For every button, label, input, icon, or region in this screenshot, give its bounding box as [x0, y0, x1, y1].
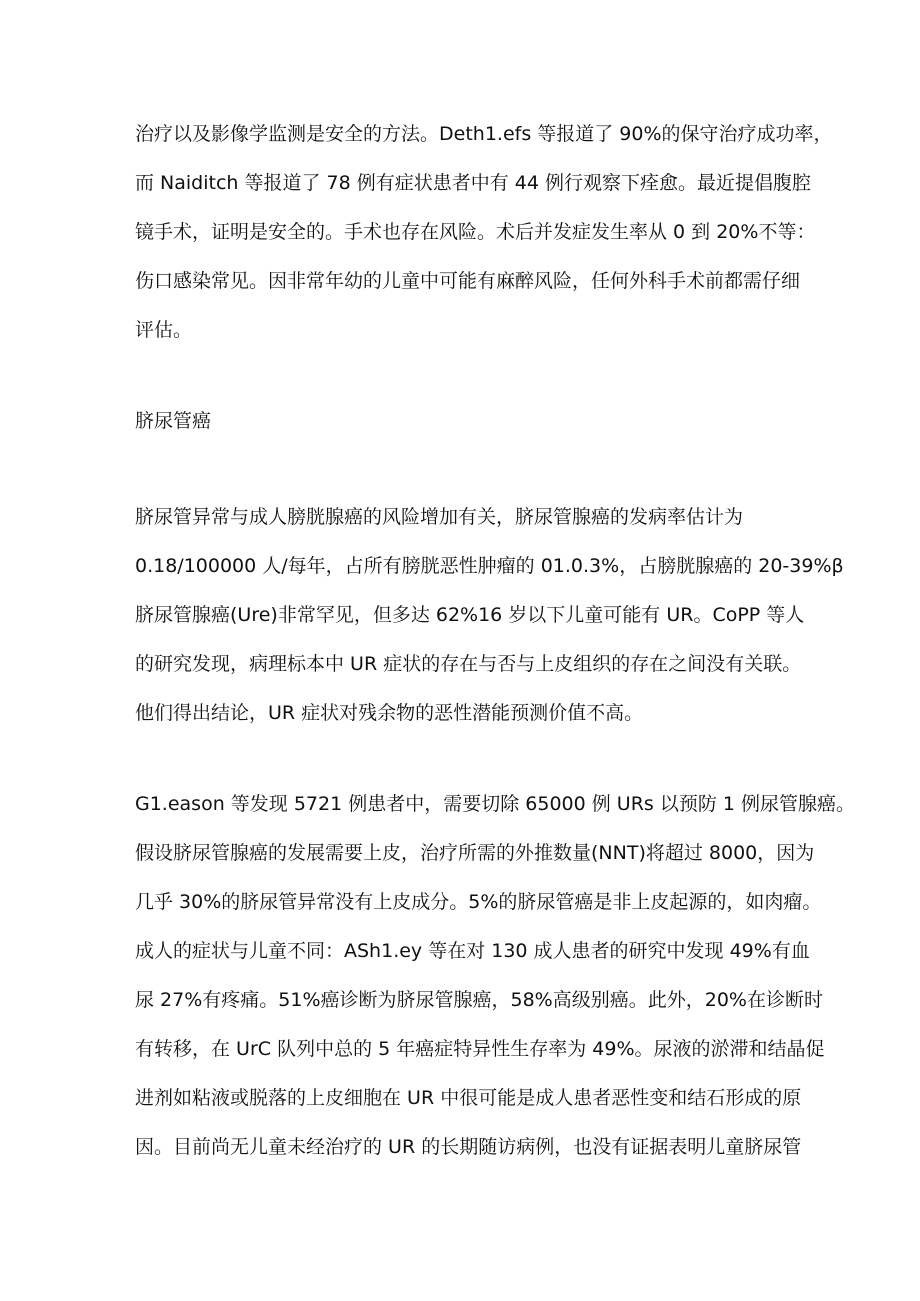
text-line: 治疗以及影像学监测是安全的方法。Deth1.efs 等报道了 90%的保守治疗成功率，	[135, 123, 833, 145]
text-line: 他们得出结论，UR 症状对残余物的恶性潜能预测价值不高。	[135, 702, 644, 724]
paragraph-treatment	[135, 110, 833, 355]
text-line: 的研究发现，病理标本中 UR 症状的存在与否与上皮组织的存在之间没有关联。	[135, 653, 802, 675]
text-line: 成人的症状与儿童不同：ASh1.ey 等在对 130 成人患者的研究中发现 49%有血	[135, 940, 810, 962]
text-line: 几乎 30%的脐尿管异常没有上皮成分。5%的脐尿管癌是非上皮起源的，如肉瘤。	[135, 891, 822, 913]
section-heading: 脐尿管癌	[135, 410, 212, 432]
text-line: 评估。	[135, 319, 193, 341]
text-line: 伤口感染常见。因非常年幼的儿童中可能有麻醉风险，任何外科手术前都需仔细	[135, 270, 801, 292]
paragraph-urachal-risk	[135, 493, 844, 738]
text-line: 因。目前尚无儿童未经治疗的 UR 的长期随访病例，也没有证据表明儿童脐尿管	[135, 1136, 802, 1158]
text-line: 0.18/100000 人/每年，占所有膀胱恶性肿瘤的 01.0.3%，占膀胱腺癌的 20-39%β	[135, 555, 844, 577]
text-line: 尿 27%有疼痛。51%癌诊断为脐尿管腺癌，58%高级别癌。此外，20%在诊断时	[135, 989, 823, 1011]
text-line: 脐尿管腺癌(Ure)非常罕见，但多达 62%16 岁以下儿童可能有 UR。CoPP 等人	[135, 604, 805, 626]
text-line: 有转移，在 UrC 队列中总的 5 年癌症特异性生存率为 49%。尿液的淤滞和结晶促	[135, 1038, 825, 1060]
text-line: G1.eason 等发现 5721 例患者中，需要切除 65000 例 URs 以预防 1 例尿管腺癌。	[135, 793, 855, 815]
text-line: 镜手术，证明是安全的。手术也存在风险。术后并发症发生率从 0 到 20%不等：	[135, 221, 816, 243]
text-line: 而 Naiditch 等报道了 78 例有症状患者中有 44 例行观察下痊愈。最近提倡腹腔	[135, 172, 812, 194]
text-line: 进剂如粘液或脱落的上皮细胞在 UR 中很可能是成人患者恶性变和结石形成的原	[135, 1087, 802, 1109]
text-line: 脐尿管异常与成人膀胱腺癌的风险增加有关，脐尿管腺癌的发病率估计为	[135, 506, 744, 528]
text-line: 假设脐尿管腺癌的发展需要上皮，治疗所需的外推数量(NNT)将超过 8000，因为	[135, 842, 815, 864]
paragraph-gleason-study	[135, 780, 855, 1172]
